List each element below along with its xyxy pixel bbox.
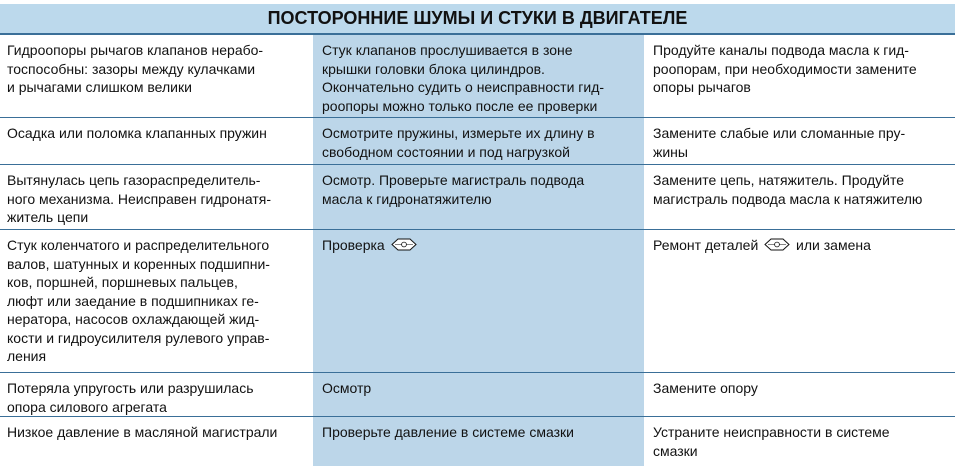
remedy-cell: Устраните неисправности в системе смазки (653, 424, 890, 459)
table-row (0, 417, 955, 466)
cause-cell: Низкое давление в масляной магистрали (7, 424, 278, 440)
table-title: ПОСТОРОННИЕ ШУМЫ И СТУКИ В ДВИГАТЕЛЕ (0, 4, 955, 35)
check-cell: Проверьте давление в системе смазки (322, 424, 574, 440)
check-cell: Осмотрите пружины, измерьте их длину в свободном состоянии и под нагрузкой (322, 125, 595, 160)
check-cell: Осмотр (322, 380, 372, 396)
table-row (0, 373, 955, 417)
cause-cell: Потеряла упругость или разрушилась опора силового агрегата (7, 380, 254, 415)
check-cell: Осмотр. Проверьте магистраль подвода масла к гидронатяжителю (322, 172, 585, 207)
check-cell (322, 236, 640, 255)
remedy-cell: Замените опору (653, 380, 758, 396)
table-row (0, 35, 955, 118)
cause-cell: Вытянулась цепь газораспределитель- ного механизма. Неисправен гидронатя- житель цепи (7, 172, 271, 225)
cause-cell: Гидроопоры рычагов клапанов нерабо- тоспособны: зазоры между кулачками и рычагами слишком велики (7, 42, 264, 95)
table-row (0, 118, 955, 165)
sto-service-icon (764, 238, 790, 251)
table-row (0, 230, 955, 373)
check-cell: Стук клапанов прослушивается в зоне крышки головки блока цилиндров. Окончательно судить о неисправности гид- роопоры можно только после ее проверки (322, 42, 605, 114)
remedy-cell: Замените цепь, натяжитель. Продуйте магистраль подвода масла к натяжителю (653, 172, 923, 207)
remedy-text-before: Ремонт деталей (653, 237, 759, 253)
cause-cell: Осадка или поломка клапанных пружин (7, 125, 267, 141)
sto-service-icon (391, 238, 417, 251)
table-row (0, 165, 955, 230)
remedy-cell: Замените слабые или сломанные пру- жины (653, 125, 906, 160)
remedy-text-after: или замена (796, 237, 871, 253)
remedy-cell (653, 236, 951, 255)
cause-cell: Стук коленчатого и распределительного валов, шатунных и коренных подшипни- ков, поршней, поршневых пальцев, люфт или заедание в подшипниках ге- нератора, насосов охлаждающей жид- кости и гидроусилителя рулевого управ- ления (7, 237, 270, 364)
remedy-cell: Продуйте каналы подвода масла к гид- роопорам, при необходимости замените опоры рычагов (653, 42, 917, 95)
check-text: Проверка (322, 237, 385, 253)
